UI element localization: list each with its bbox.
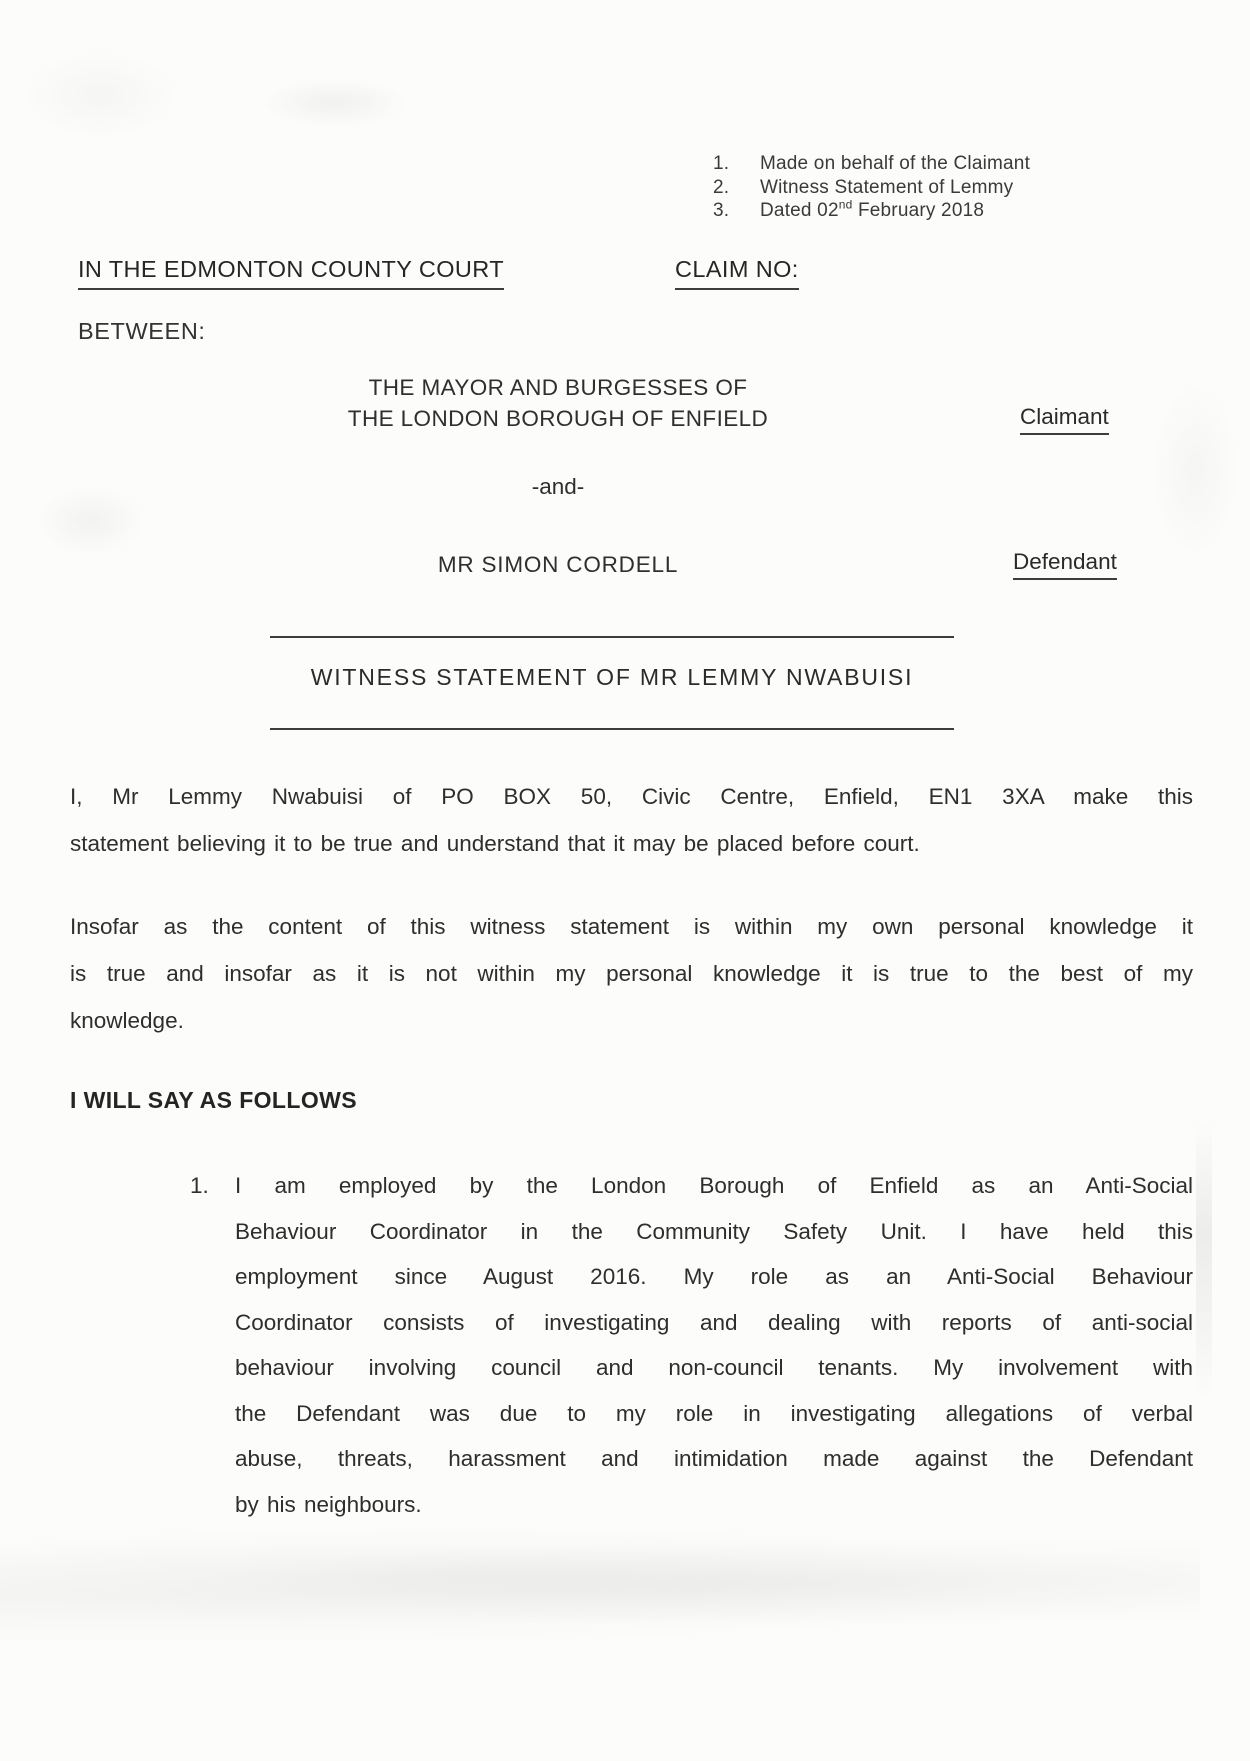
header-note-3 bbox=[713, 199, 1030, 223]
between-label: BETWEEN: bbox=[78, 318, 206, 344]
claimant-name bbox=[330, 372, 786, 434]
text-line: Insofar as the content of this witness statement is within my own personal knowledge it bbox=[70, 914, 1193, 939]
date-ordinal-superscript: nd bbox=[838, 197, 853, 212]
text-line: I, Mr Lemmy Nwabuisi of PO BOX 50, Civic Centre, Enfield, EN1 3XA make this bbox=[70, 784, 1193, 809]
note-number: 1. bbox=[713, 153, 730, 174]
paragraph-text bbox=[235, 1163, 1193, 1527]
date-prefix: Dated 02 bbox=[760, 200, 839, 221]
claimant-name-line-2: THE LONDON BOROUGH OF ENFIELD bbox=[347, 406, 769, 431]
statement-title-block bbox=[270, 636, 954, 730]
text-line: by his neighbours. bbox=[235, 1491, 422, 1517]
intro-paragraph-2 bbox=[70, 903, 1193, 1044]
header-notes-list bbox=[713, 152, 1030, 223]
text-line: is true and insofar as it is not within my personal knowledge it is true to the best of my bbox=[70, 961, 1193, 986]
date-suffix: February 2018 bbox=[852, 200, 985, 221]
text-line: Behaviour Coordinator in the Community Safety Unit. I have held this bbox=[235, 1218, 1193, 1244]
note-text: Witness Statement of Lemmy bbox=[760, 176, 1014, 198]
court-name-heading: IN THE EDMONTON COUNTY COURT bbox=[78, 256, 504, 290]
numbered-paragraph-1 bbox=[190, 1163, 1193, 1527]
text-line: abuse, threats, harassment and intimidation made against the Defendant bbox=[235, 1446, 1193, 1471]
note-text bbox=[760, 199, 984, 223]
defendant-name: MR SIMON CORDELL bbox=[437, 552, 679, 577]
note-number: 2. bbox=[713, 176, 730, 198]
note-number: 3. bbox=[713, 200, 730, 221]
text-line: Coordinator consists of investigating and dealing with reports of anti-social bbox=[235, 1309, 1193, 1335]
text-line: I am employed by the London Borough of Enfield as an Anti-Social bbox=[235, 1173, 1193, 1198]
header-note-2 bbox=[713, 176, 1030, 200]
intro-paragraph-1 bbox=[70, 773, 1193, 867]
text-line: behaviour involving council and non-council tenants. My involvement with bbox=[235, 1355, 1193, 1380]
defendant-role-label: Defendant bbox=[1013, 549, 1117, 580]
scan-streak bbox=[1196, 1120, 1212, 1400]
scan-smudge bbox=[1150, 380, 1240, 560]
header-note-1 bbox=[713, 152, 1030, 176]
section-heading: I WILL SAY AS FOLLOWS bbox=[70, 1087, 357, 1113]
scan-smudge bbox=[260, 78, 410, 128]
scan-smudge bbox=[20, 50, 180, 140]
paragraph-number: 1. bbox=[190, 1173, 209, 1198]
claimant-role-label: Claimant bbox=[1020, 404, 1109, 435]
scan-bleedthrough bbox=[0, 1530, 1200, 1640]
text-line: knowledge. bbox=[70, 1008, 184, 1033]
claimant-name-line-1: THE MAYOR AND BURGESSES OF bbox=[368, 375, 748, 400]
statement-title: WITNESS STATEMENT OF MR LEMMY NWABUISI bbox=[310, 664, 914, 690]
and-separator: -and- bbox=[531, 474, 585, 499]
text-line: the Defendant was due to my role in investigating allegations of verbal bbox=[235, 1400, 1193, 1426]
text-line: statement believing it to be true and understand that it may be placed before court. bbox=[70, 831, 920, 856]
text-line: employment since August 2016. My role as an Anti-Social Behaviour bbox=[235, 1264, 1193, 1289]
note-text: Made on behalf of the Claimant bbox=[760, 153, 1031, 174]
claim-number-label: CLAIM NO: bbox=[675, 256, 799, 290]
scan-smudge bbox=[36, 486, 146, 556]
